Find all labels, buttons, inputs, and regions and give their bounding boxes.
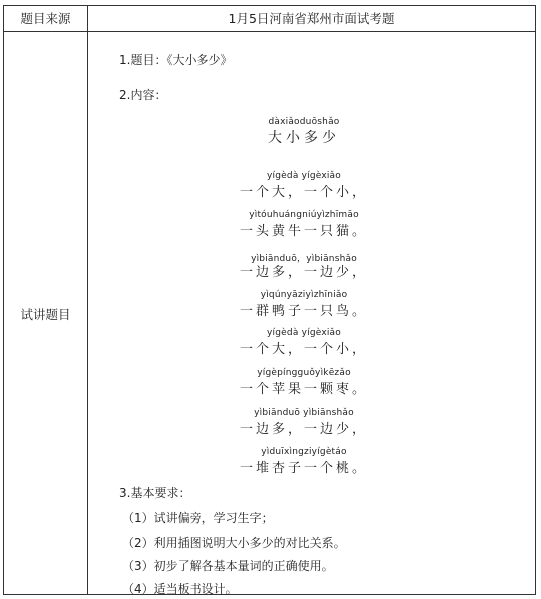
column-divider [87, 6, 88, 594]
poem-line-pinyin: yìtóuhuángniúyìzhīmāo [249, 210, 359, 220]
poem-line-pinyin: yìqúnyāziyìzhīniǎo [260, 290, 348, 300]
row-divider [4, 31, 535, 32]
poem-line: 一个大，一个小， [239, 185, 368, 200]
poem-line-pinyin: yìduīxìngziyígètáo [261, 447, 347, 457]
poem-line: 一个苹果一颗枣。 [239, 382, 368, 397]
poem-line-pinyin: yígèpíngguǒyìkēzǎo [257, 368, 351, 378]
poem-line: 一个大，一个小， [239, 342, 368, 357]
requirement-item: （4）适当板书设计。 [122, 582, 238, 596]
poem-line-pinyin: yìbiānduō yìbiānshǎo [254, 408, 354, 418]
poem-line: 一边多，一边少， [239, 265, 368, 280]
requirement-item: （3）初步了解各基本量词的正确使用。 [122, 559, 334, 573]
poem-line-pinyin: yígèdà yígèxiǎo [267, 171, 341, 181]
topic-label: 试讲题目 [20, 307, 71, 322]
item-title: 1.题目：《大小多少》 [119, 53, 233, 67]
poem-line-pinyin: yìbiānduō，yìbiānshǎo [251, 254, 357, 264]
poem-line-pinyin: yígèdà yígèxiǎo [267, 328, 341, 338]
source-label: 题目来源 [20, 11, 71, 26]
item-content-label: 2.内容： [119, 88, 167, 102]
poem-line: 一群鸭子一只鸟。 [239, 304, 368, 319]
poem-title: 大小多少 [268, 130, 340, 146]
question-table [3, 5, 536, 595]
poem-title-pinyin: dàxiǎoduōshǎo [268, 117, 340, 127]
poem-line: 一头黄牛一只猫。 [239, 224, 368, 239]
source-value: 1月5日河南省郑州市面试考题 [228, 11, 395, 26]
poem-line: 一边多，一边少， [239, 422, 368, 437]
poem-line: 一堆杏子一个桃。 [239, 461, 368, 476]
requirement-item: （1）试讲偏旁，学习生字； [122, 511, 274, 525]
requirement-item: （2）利用插图说明大小多少的对比关系。 [122, 536, 346, 550]
item-requirements-label: 3.基本要求： [119, 486, 191, 500]
